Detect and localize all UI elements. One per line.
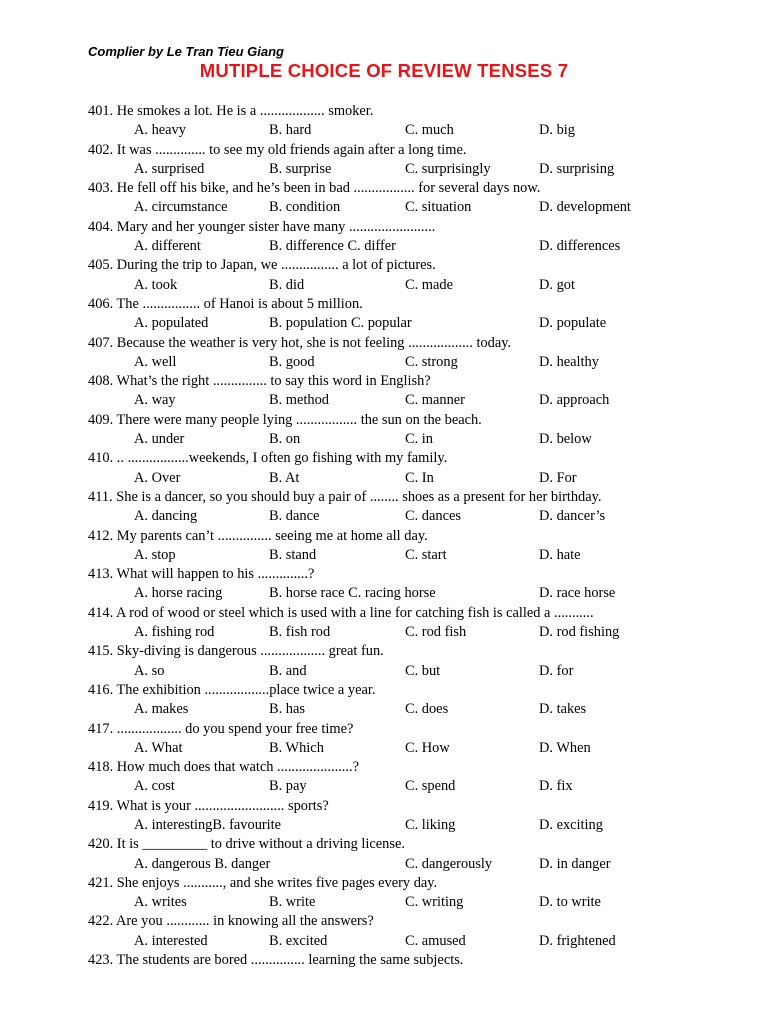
answer-option: C. start (405, 546, 447, 563)
question-text: 422. Are you ............ in knowing all the answers? (88, 913, 374, 930)
answer-options (88, 662, 768, 681)
answer-options (88, 237, 768, 256)
answer-option: C. dangerously (405, 855, 493, 872)
question-text: 407. Because the weather is very hot, she is not feeling .................. today. (88, 334, 512, 351)
question-text: 404. Mary and her younger sister have many ........................ (88, 218, 436, 235)
answer-option: A. dangerous B. danger (134, 855, 271, 872)
answer-option: B. excited (269, 932, 328, 949)
answer-option: A. heavy (134, 122, 186, 139)
answer-options (88, 276, 768, 295)
answer-option: C. spend (405, 778, 456, 795)
question-text: 410. .. .................weekends, I often go fishing with my family. (88, 450, 448, 467)
answer-option: D. differences (539, 238, 621, 255)
question-text: 408. What’s the right ............... to say this word in English? (88, 373, 431, 390)
answer-option: D. below (539, 431, 592, 448)
answer-option: C. situation (405, 199, 472, 216)
question-text: 415. Sky-diving is dangerous .................. great fun. (88, 643, 384, 660)
answer-option: A. cost (134, 778, 175, 795)
question-list (88, 102, 768, 970)
answer-option: B. did (269, 276, 305, 293)
answer-option: B. population C. popular (269, 315, 412, 332)
answer-options (88, 777, 768, 796)
question-text: 402. It was .............. to see my old friends again after a long time. (88, 141, 467, 158)
answer-option: D. rod fishing (539, 624, 620, 641)
answer-option: D. fix (539, 778, 573, 795)
question-text: 401. He smokes a lot. He is a .................. smoker. (88, 103, 374, 119)
answer-option: D. development (539, 199, 631, 216)
answer-option: B. on (269, 431, 301, 448)
question-text: 418. How much does that watch .....................? (88, 759, 359, 776)
answer-option: B. difference C. differ (269, 238, 396, 255)
question-text: 420. It is _________ to drive without a driving license. (88, 836, 405, 853)
answer-options (88, 160, 768, 179)
answer-option: B. method (269, 392, 329, 409)
answer-option: D. When (539, 739, 591, 756)
answer-option: C. In (405, 469, 434, 486)
answer-option: D. takes (539, 701, 587, 718)
answer-option: D. frightened (539, 932, 616, 949)
question-text: 409. There were many people lying ................. the sun on the beach. (88, 411, 482, 428)
answer-option: C. but (405, 662, 441, 679)
answer-option: A. surprised (134, 160, 205, 177)
answer-option: B. has (269, 701, 305, 718)
answer-option: A. writes (134, 894, 187, 911)
answer-option: A. under (134, 431, 185, 448)
answer-options (88, 932, 768, 951)
answer-option: A. interested (134, 932, 208, 949)
question-text: 405. During the trip to Japan, we ................ a lot of pictures. (88, 257, 436, 274)
answer-option: C. dances (405, 508, 461, 525)
answer-option: B. surprise (269, 160, 332, 177)
answer-option: B. and (269, 662, 307, 679)
answer-option: B. hard (269, 122, 312, 139)
answer-options (88, 507, 768, 526)
question-text: 406. The ................ of Hanoi is about 5 million. (88, 295, 363, 312)
answer-option: C. much (405, 122, 454, 139)
answer-option: D. hate (539, 546, 581, 563)
answer-option: D. healthy (539, 353, 599, 370)
answer-options (88, 546, 768, 565)
answer-option: B. pay (269, 778, 307, 795)
answer-option: A. well (134, 353, 177, 370)
answer-option: A. circumstance (134, 199, 228, 216)
question-text: 412. My parents can’t ............... seeing me at home all day. (88, 527, 428, 544)
answer-option: A. fishing rod (134, 624, 215, 641)
answer-option: D. approach (539, 392, 610, 409)
answer-option: D. populate (539, 315, 607, 332)
answer-option: A. interestingB. favourite (134, 816, 282, 833)
answer-option: A. Over (134, 469, 181, 486)
answer-option: D. in danger (539, 855, 611, 872)
answer-options (88, 893, 768, 912)
answer-option: B. condition (269, 199, 341, 216)
answer-option: D. got (539, 276, 575, 293)
answer-option: A. different (134, 238, 201, 255)
question-text: 403. He fell off his bike, and he’s been in bad ................. for several days now. (88, 180, 541, 197)
answer-option: D. for (539, 662, 574, 679)
answer-option: C. surprisingly (405, 160, 491, 177)
answer-option: C. How (405, 739, 450, 756)
answer-options (88, 391, 768, 410)
question-text: 419. What is your ......................... sports? (88, 797, 329, 814)
answer-options (88, 739, 768, 758)
answer-option: D. race horse (539, 585, 616, 602)
answer-option: B. horse race C. racing horse (269, 585, 436, 602)
answer-option: A. populated (134, 315, 209, 332)
question-text: 413. What will happen to his ..............? (88, 566, 315, 583)
answer-options (88, 430, 768, 449)
compiler-credit: Complier by Le Tran Tieu Giang (88, 44, 285, 59)
answer-option: A. horse racing (134, 585, 223, 602)
answer-option: A. What (134, 739, 183, 756)
answer-option: D. surprising (539, 160, 615, 177)
answer-options (88, 816, 768, 835)
answer-options (88, 121, 768, 140)
answer-options (88, 314, 768, 333)
answer-option: C. manner (405, 392, 465, 409)
question-text: 421. She enjoys ..........., and she writes five pages every day. (88, 874, 438, 891)
answer-option: C. strong (405, 353, 458, 370)
answer-option: D. dancer’s (539, 508, 606, 525)
question-text: 414. A rod of wood or steel which is used with a line for catching fish is called a ........... (88, 604, 594, 621)
answer-option: A. took (134, 276, 178, 293)
answer-options (88, 198, 768, 217)
page-title: MUTIPLE CHOICE OF REVIEW TENSES 7 (199, 60, 569, 81)
answer-option: C. amused (405, 932, 466, 949)
answer-options (88, 855, 768, 874)
answer-option: B. write (269, 894, 316, 911)
answer-option: B. At (269, 469, 300, 486)
answer-option: B. Which (269, 739, 324, 756)
answer-option: C. in (405, 431, 433, 448)
answer-option: C. does (405, 701, 449, 718)
answer-option: A. so (134, 662, 165, 679)
answer-option: C. liking (405, 816, 456, 833)
answer-options (88, 353, 768, 372)
answer-option: C. made (405, 276, 453, 293)
answer-option: A. stop (134, 546, 176, 563)
answer-options (88, 623, 768, 642)
answer-option: D. exciting (539, 816, 603, 833)
question-text: 416. The exhibition ..................place twice a year. (88, 681, 376, 698)
answer-option: C. rod fish (405, 624, 467, 641)
answer-option: D. to write (539, 894, 601, 911)
answer-option: A. makes (134, 701, 189, 718)
answer-option: B. fish rod (269, 624, 331, 641)
answer-option: A. dancing (134, 508, 198, 525)
answer-options (88, 584, 768, 603)
question-text: 411. She is a dancer, so you should buy a pair of ........ shoes as a present for her birthday. (88, 488, 602, 505)
answer-option: C. writing (405, 894, 464, 911)
answer-option: D. For (539, 469, 577, 486)
question-text: 423. The students are bored ............... learning the same subjects. (88, 952, 464, 969)
answer-option: D. big (539, 122, 575, 139)
answer-option: B. stand (269, 546, 317, 563)
answer-options (88, 700, 768, 719)
answer-option: B. dance (269, 508, 320, 525)
answer-options (88, 469, 768, 488)
answer-option: B. good (269, 353, 315, 370)
question-text: 417. .................. do you spend your free time? (88, 720, 354, 737)
answer-option: A. way (134, 392, 176, 409)
